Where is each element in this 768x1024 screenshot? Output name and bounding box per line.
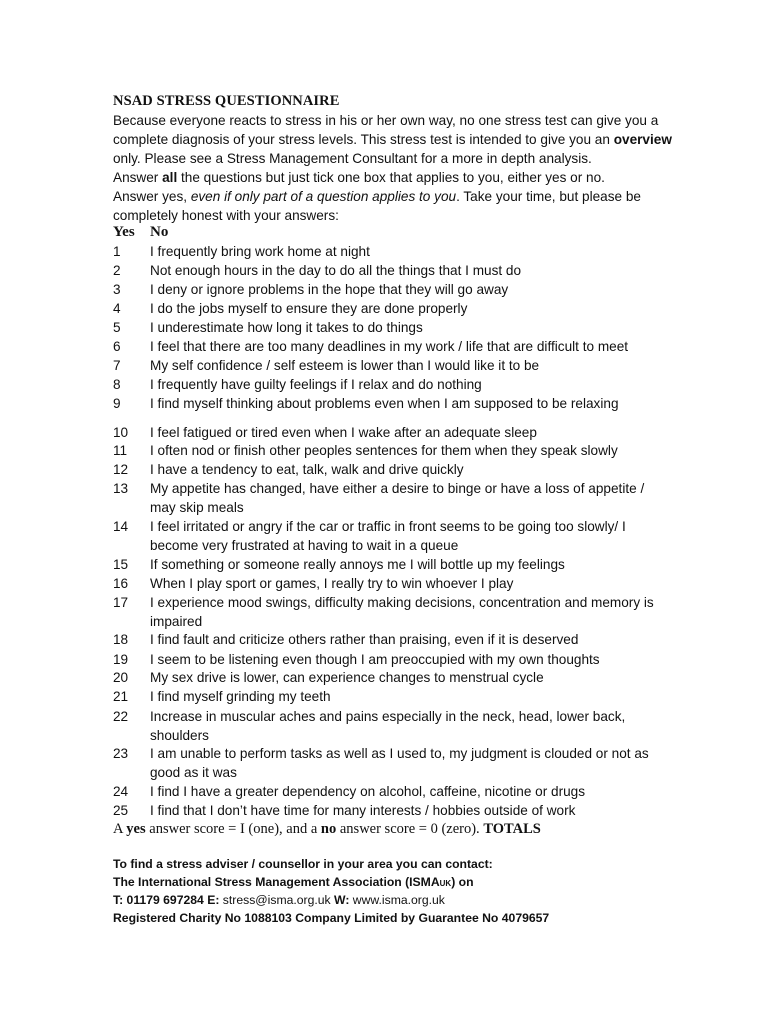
- question-row: [113, 338, 673, 357]
- question-row: [113, 442, 673, 461]
- question-number: 25: [113, 803, 129, 818]
- question-number: 8: [113, 377, 121, 392]
- question-row: [113, 395, 673, 414]
- question-text: I frequently bring work home at night: [150, 244, 370, 259]
- question-number: 2: [113, 263, 121, 278]
- yes-column-label: Yes: [113, 224, 135, 240]
- question-text: When I play sport or games, I really try to win whoever I play: [150, 576, 514, 591]
- question-text: My appetite has changed, have either a desire to binge or have a loss of appetite / may skip meals: [150, 481, 645, 515]
- intro-answer-text-end: the questions but just tick one box that applies to you, either yes or no.: [177, 170, 605, 185]
- question-number: 7: [113, 358, 121, 373]
- intro-answer-text: Answer: [113, 170, 163, 185]
- question-number: 1: [113, 244, 121, 259]
- question-number: 21: [113, 689, 129, 704]
- question-number: 13: [113, 481, 129, 496]
- contact-website-link[interactable]: www.isma.org.uk: [352, 893, 445, 907]
- question-text: I deny or ignore problems in the hope that they will go away: [150, 282, 509, 297]
- question-text: I underestimate how long it takes to do things: [150, 320, 423, 335]
- question-number: 24: [113, 784, 129, 799]
- score-text: answer score = 0 (zero).: [336, 821, 484, 837]
- intro-honesty-text: . Take your time, but please be completely honest with your answers:: [113, 189, 641, 223]
- question-row: [113, 594, 673, 631]
- question-text: Increase in muscular aches and pains especially in the neck, head, lower back, shoulders: [150, 709, 626, 743]
- score-no-emphasis: no: [320, 821, 337, 837]
- question-row: [113, 802, 673, 821]
- question-text: I frequently have guilty feelings if I relax and do nothing: [150, 377, 482, 392]
- question-text: If something or someone really annoys me I will bottle up my feelings: [150, 557, 565, 572]
- question-row: [113, 300, 673, 319]
- question-text: I feel irritated or angry if the car or traffic in front seems to be going too slowly/ I become very frustrated at having to wait in a queue: [150, 519, 626, 553]
- no-column-label: No: [150, 224, 169, 240]
- contact-phone: T: 01179 697284 E:: [113, 893, 223, 907]
- question-number: 22: [113, 709, 129, 724]
- question-row: [113, 783, 673, 802]
- question-text: I often nod or finish other peoples sentences for them when they speak slowly: [150, 443, 618, 458]
- question-number: 5: [113, 320, 121, 335]
- question-number: 3: [113, 282, 121, 297]
- totals-label: TOTALS: [483, 821, 541, 837]
- intro-italic-note: even if only part of a question applies to you: [190, 189, 457, 204]
- question-row: [113, 319, 673, 338]
- question-text: I find fault and criticize others rather than praising, even if it is deserved: [150, 632, 579, 647]
- answer-columns-header: [113, 224, 168, 241]
- question-text: I feel fatigued or tired even when I wake after an adequate sleep: [150, 425, 537, 440]
- intro-text: Because everyone reacts to stress in his or her own way, no one stress test can give you a complete diagnosis of your stress levels. This stress test is intended to give you an: [113, 113, 659, 147]
- question-row: [113, 480, 673, 517]
- question-number: 11: [113, 443, 128, 458]
- organisation-name: The International Stress Management Association (ISMA: [113, 874, 440, 889]
- score-text: A: [113, 821, 127, 837]
- organisation-name-end: ) on: [451, 874, 474, 889]
- question-text: I seem to be listening even though I am preoccupied with my own thoughts: [150, 652, 600, 667]
- question-text: Not enough hours in the day to do all the things that I must do: [150, 263, 522, 278]
- question-row: [113, 669, 673, 688]
- contact-details: [113, 892, 673, 910]
- score-text: answer score = I (one), and a: [145, 821, 321, 837]
- question-row: [113, 556, 673, 575]
- question-row: [113, 357, 673, 376]
- question-text: I experience mood swings, difficulty making decisions, concentration and memory is impaired: [150, 595, 654, 629]
- question-text: I find I have a greater dependency on alcohol, caffeine, nicotine or drugs: [150, 784, 586, 799]
- question-number: 17: [113, 595, 129, 610]
- question-row: [113, 262, 673, 281]
- question-row: [113, 708, 673, 745]
- question-number: 4: [113, 301, 121, 316]
- question-number: 6: [113, 339, 121, 354]
- question-row: [113, 281, 673, 300]
- question-text: I find myself grinding my teeth: [150, 689, 331, 704]
- question-text: I have a tendency to eat, talk, walk and drive quickly: [150, 462, 464, 477]
- question-number: 14: [113, 519, 129, 534]
- question-text: I feel that there are too many deadlines in my work / life that are difficult to meet: [150, 339, 629, 354]
- question-number: 9: [113, 396, 121, 411]
- question-row: [113, 631, 673, 650]
- question-row: [113, 575, 673, 594]
- intro-overview-emphasis: overview: [613, 132, 672, 147]
- contact-organisation: [113, 874, 673, 893]
- question-number: 15: [113, 557, 129, 572]
- question-text: My sex drive is lower, can experience changes to menstrual cycle: [150, 670, 544, 685]
- question-row: [113, 518, 673, 555]
- score-yes-emphasis: yes: [126, 821, 146, 837]
- intro-text-end: only. Please see a Stress Management Consultant for a more in depth analysis.: [113, 151, 592, 166]
- contact-intro: To find a stress adviser / counsellor in your area you can contact:: [113, 857, 493, 871]
- question-row: [113, 461, 673, 480]
- question-number: 18: [113, 632, 129, 647]
- question-row: [113, 243, 673, 262]
- question-text: My self confidence / self esteem is lower than I would like it to be: [150, 358, 540, 373]
- question-row: [113, 651, 673, 670]
- intro-paragraph: [113, 111, 673, 225]
- intro-yes-text: Answer yes,: [113, 189, 191, 204]
- question-number: 10: [113, 425, 129, 440]
- question-text: I find myself thinking about problems even when I am supposed to be relaxing: [150, 396, 619, 411]
- contact-block: [113, 856, 673, 927]
- question-text: I find that I don’t have time for many interests / hobbies outside of work: [150, 803, 576, 818]
- question-number: 20: [113, 670, 129, 685]
- contact-email-link[interactable]: stress@isma.org.uk: [222, 893, 331, 907]
- page-title: NSAD STRESS QUESTIONNAIRE: [113, 93, 340, 109]
- scoring-line: [113, 821, 541, 838]
- question-row: [113, 688, 673, 707]
- question-number: 12: [113, 462, 129, 477]
- question-text: I do the jobs myself to ensure they are done properly: [150, 301, 468, 316]
- question-row: [113, 745, 673, 782]
- question-number: 23: [113, 746, 129, 761]
- question-number: 16: [113, 576, 129, 591]
- organisation-uk-suffix: UK: [439, 878, 452, 888]
- charity-registration: Registered Charity No 1088103 Company Limited by Guarantee No 4079657: [113, 910, 550, 925]
- question-row: [113, 424, 673, 443]
- intro-all-emphasis: all: [162, 170, 178, 185]
- question-number: 19: [113, 652, 129, 667]
- question-text: I am unable to perform tasks as well as I used to, my judgment is clouded or not as good as it was: [150, 746, 649, 780]
- contact-web-label: W:: [330, 893, 353, 907]
- question-row: [113, 376, 673, 395]
